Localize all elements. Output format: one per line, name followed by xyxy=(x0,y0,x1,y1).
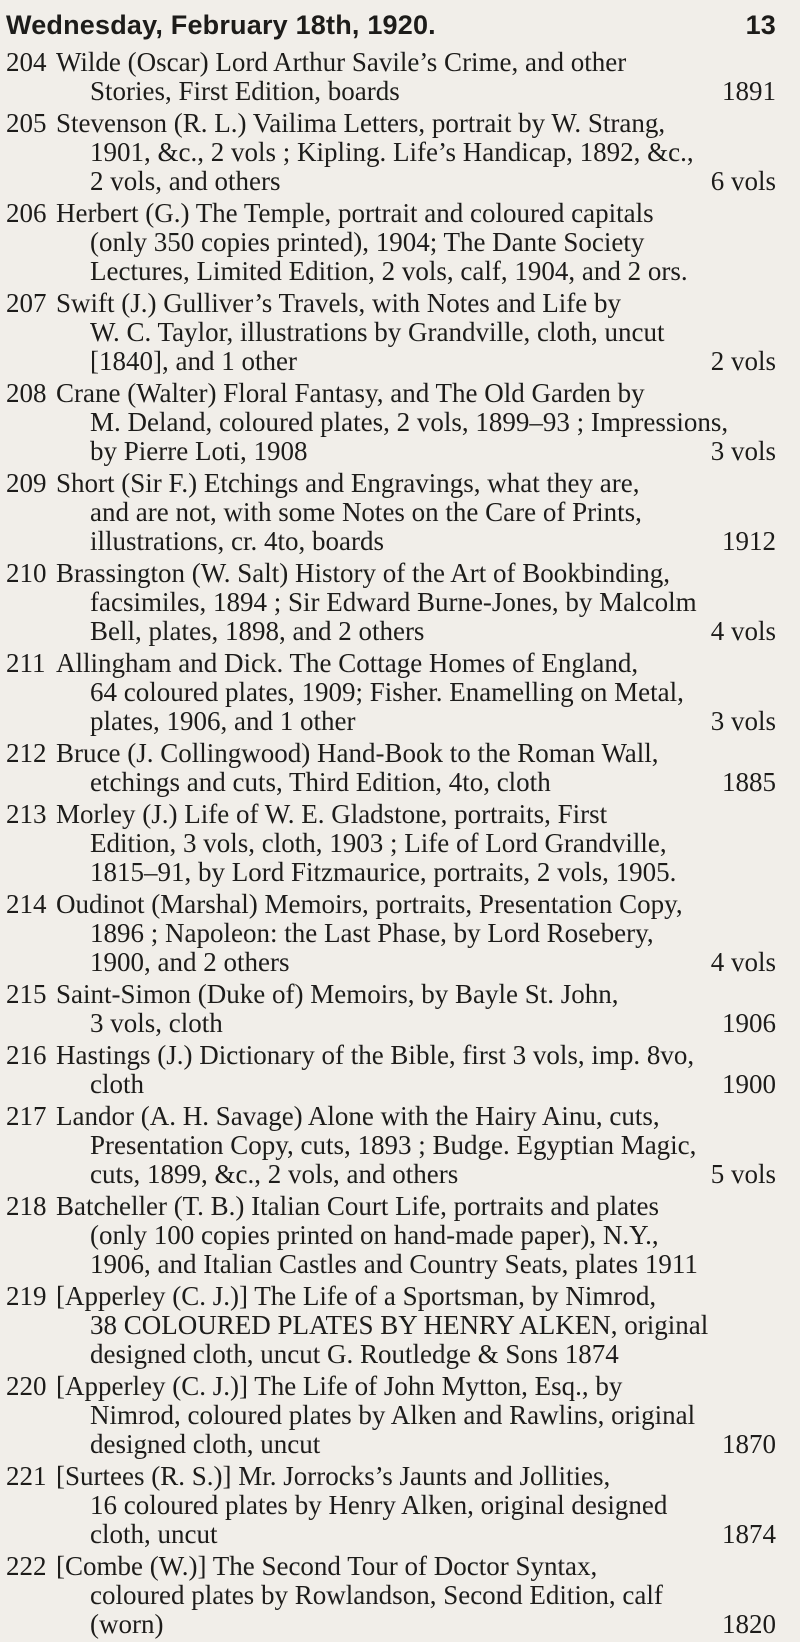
lot-entry xyxy=(0,1192,800,1279)
lot-line-text: cuts, 1899, &c., 2 vols, and others xyxy=(90,1159,459,1189)
lot-line xyxy=(56,707,776,736)
lot-line-text: Saint-Simon (Duke of) Memoirs, by Bayle St. John, xyxy=(56,979,619,1009)
lot-line xyxy=(56,437,776,466)
lot-entry xyxy=(0,48,800,106)
lot-number: 204 xyxy=(6,47,47,77)
lot-line-text: Oudinot (Marshal) Memoirs, portraits, Presentation Copy, xyxy=(56,889,683,919)
lot-line-trailing-value: 1900 xyxy=(722,1069,776,1099)
lot-line-text: [Surtees (R. S.)] Mr. Jorrocks’s Jaunts and Jollities, xyxy=(56,1461,611,1491)
lot-description xyxy=(56,1102,776,1189)
lot-number: 212 xyxy=(6,738,47,768)
lot-line xyxy=(56,138,776,167)
lot-description xyxy=(56,469,776,556)
lot-line xyxy=(56,109,776,138)
lot-entry xyxy=(0,890,800,977)
lot-line-text: Wilde (Oscar) Lord Arthur Savile’s Crime, and other xyxy=(56,47,627,77)
lot-line-text: [Apperley (C. J.)] The Life of a Sportsman, by Nimrod, xyxy=(56,1281,657,1311)
header-date-title: Wednesday, February 18th, 1920. xyxy=(6,10,436,40)
lot-line xyxy=(56,1192,776,1221)
lot-line-text: Crane (Walter) Floral Fantasy, and The Old Garden by xyxy=(56,378,645,408)
lot-description xyxy=(56,289,776,376)
lot-line xyxy=(56,1102,776,1131)
lot-line-text: cloth, uncut xyxy=(90,1519,218,1549)
lot-line xyxy=(56,1372,776,1401)
lot-line xyxy=(56,559,776,588)
lot-number: 209 xyxy=(6,468,47,498)
lot-description xyxy=(56,1552,776,1639)
lot-line-text: cloth xyxy=(90,1069,144,1099)
lot-line-text: 1896 ; Napoleon: the Last Phase, by Lord Rosebery, xyxy=(90,918,654,948)
lot-line-trailing-value: 1891 xyxy=(722,76,776,106)
lot-entry xyxy=(0,1041,800,1099)
lot-line xyxy=(56,257,776,286)
lot-entry xyxy=(0,199,800,286)
lot-line-trailing-value: 3 vols xyxy=(710,436,776,466)
lot-line xyxy=(56,347,776,376)
lot-number: 222 xyxy=(6,1551,47,1581)
lot-line xyxy=(56,469,776,498)
lot-line xyxy=(56,1520,776,1549)
lot-entry xyxy=(0,559,800,646)
lot-line xyxy=(56,1552,776,1581)
lot-line-text: Bruce (J. Collingwood) Hand-Book to the Roman Wall, xyxy=(56,738,659,768)
lot-line xyxy=(56,167,776,196)
lot-line xyxy=(56,617,776,646)
lot-line-text: by Pierre Loti, 1908 xyxy=(90,436,308,466)
lot-line-trailing-value: 3 vols xyxy=(710,706,776,736)
lot-line xyxy=(56,1070,776,1099)
lot-entry xyxy=(0,379,800,466)
lot-line xyxy=(56,318,776,347)
lot-number: 220 xyxy=(6,1371,47,1401)
lot-line xyxy=(56,228,776,257)
lot-line xyxy=(56,1221,776,1250)
lot-line xyxy=(56,1250,776,1279)
lot-line xyxy=(56,800,776,829)
lot-line xyxy=(56,649,776,678)
lot-entry xyxy=(0,800,800,887)
lot-line-trailing-value: 1870 xyxy=(722,1429,776,1459)
lot-line-text: Edition, 3 vols, cloth, 1903 ; Life of Lord Grandville, xyxy=(90,828,667,858)
lot-line-text: Morley (J.) Life of W. E. Gladstone, portraits, First xyxy=(56,799,608,829)
lot-line xyxy=(56,498,776,527)
lot-line-trailing-value: 1874 xyxy=(722,1519,776,1549)
lot-line-trailing-value: 4 vols xyxy=(710,616,776,646)
lot-description xyxy=(56,48,776,106)
lot-number: 216 xyxy=(6,1040,47,1070)
lot-line xyxy=(56,1311,776,1340)
page-header xyxy=(6,10,776,41)
lot-line-text: Lectures, Limited Edition, 2 vols, calf, 1904, and 2 ors. xyxy=(90,256,688,286)
lot-number: 208 xyxy=(6,378,47,408)
lot-description xyxy=(56,800,776,887)
lot-line-text: 1901, &c., 2 vols ; Kipling. Life’s Handicap, 1892, &c., xyxy=(90,137,694,167)
lot-description xyxy=(56,1372,776,1459)
lot-line xyxy=(56,768,776,797)
lot-line-text: 1815–91, by Lord Fitzmaurice, portraits, 2 vols, 1905. xyxy=(90,857,677,887)
lot-line xyxy=(56,678,776,707)
lot-line-text: Stevenson (R. L.) Vailima Letters, portrait by W. Strang, xyxy=(56,108,666,138)
lot-line-text: 64 coloured plates, 1909; Fisher. Enamelling on Metal, xyxy=(90,677,684,707)
lot-line-text: (only 100 copies printed on hand-made paper), N.Y., xyxy=(90,1220,659,1250)
lot-line xyxy=(56,1401,776,1430)
lot-line xyxy=(56,739,776,768)
lot-line xyxy=(56,1041,776,1070)
lot-line xyxy=(56,588,776,617)
lot-line xyxy=(56,890,776,919)
lot-line xyxy=(56,948,776,977)
lot-line-text: Hastings (J.) Dictionary of the Bible, first 3 vols, imp. 8vo, xyxy=(56,1040,695,1070)
lot-line-trailing-value: 5 vols xyxy=(710,1159,776,1189)
lot-description xyxy=(56,1192,776,1279)
lot-line xyxy=(56,980,776,1009)
lot-line-text: Batcheller (T. B.) Italian Court Life, portraits and plates xyxy=(56,1191,660,1221)
lot-line-text: Presentation Copy, cuts, 1893 ; Budge. Egyptian Magic, xyxy=(90,1130,697,1160)
lot-line xyxy=(56,1581,776,1610)
lot-entry xyxy=(0,289,800,376)
lot-number: 205 xyxy=(6,108,47,138)
lot-number: 210 xyxy=(6,558,47,588)
lot-entry xyxy=(0,1462,800,1549)
lot-line-trailing-value: 4 vols xyxy=(710,947,776,977)
lot-line xyxy=(56,408,776,437)
lot-number: 221 xyxy=(6,1461,47,1491)
lot-description xyxy=(56,1282,776,1369)
lot-line-text: plates, 1906, and 1 other xyxy=(90,706,356,736)
lot-line xyxy=(56,858,776,887)
lot-line-text: coloured plates by Rowlandson, Second Edition, calf xyxy=(90,1580,663,1610)
lot-number: 218 xyxy=(6,1191,47,1221)
lot-line-text: and are not, with some Notes on the Care of Prints, xyxy=(90,497,642,527)
lot-number: 214 xyxy=(6,889,47,919)
lot-line-text: W. C. Taylor, illustrations by Grandville, cloth, uncut xyxy=(90,317,665,347)
lot-line-trailing-value: 1820 xyxy=(722,1609,776,1639)
lot-line-text: Stories, First Edition, boards xyxy=(90,76,400,106)
lot-line xyxy=(56,1282,776,1311)
lot-entry xyxy=(0,469,800,556)
lot-number: 217 xyxy=(6,1101,47,1131)
lot-line-text: Allingham and Dick. The Cottage Homes of England, xyxy=(56,648,639,678)
lot-line xyxy=(56,379,776,408)
lot-line xyxy=(56,199,776,228)
lot-line xyxy=(56,1430,776,1459)
lot-description xyxy=(56,890,776,977)
lot-line-trailing-value: 1885 xyxy=(722,767,776,797)
lot-line-text: [Apperley (C. J.)] The Life of John Mytton, Esq., by xyxy=(56,1371,623,1401)
lot-description xyxy=(56,379,776,466)
lot-line-text: illustrations, cr. 4to, boards xyxy=(90,526,384,556)
lot-entry xyxy=(0,1552,800,1639)
lot-line-text: designed cloth, uncut xyxy=(90,1429,321,1459)
lot-line-text: 1900, and 2 others xyxy=(90,947,290,977)
lot-entry xyxy=(0,1372,800,1459)
lot-line-trailing-value: 1906 xyxy=(722,1008,776,1038)
lot-line xyxy=(56,1462,776,1491)
lot-description xyxy=(56,739,776,797)
lot-entry xyxy=(0,739,800,797)
lot-line-text: Landor (A. H. Savage) Alone with the Hairy Ainu, cuts, xyxy=(56,1101,660,1131)
lot-description xyxy=(56,559,776,646)
lot-line-text: (worn) xyxy=(90,1609,164,1639)
lot-line-text: Brassington (W. Salt) History of the Art of Bookbinding, xyxy=(56,558,670,588)
lot-line xyxy=(56,1491,776,1520)
lot-line-text: (only 350 copies printed), 1904; The Dante Society xyxy=(90,227,645,257)
lot-description xyxy=(56,980,776,1038)
lot-line-text: 2 vols, and others xyxy=(90,166,281,196)
lot-number: 211 xyxy=(6,648,46,678)
lot-line-text: designed cloth, uncut G. Routledge & Sons 1874 xyxy=(90,1339,619,1369)
lot-line xyxy=(56,48,776,77)
lot-line-text: etchings and cuts, Third Edition, 4to, cloth xyxy=(90,767,551,797)
lot-line xyxy=(56,1610,776,1639)
lot-number: 219 xyxy=(6,1281,47,1311)
lot-line xyxy=(56,1131,776,1160)
lot-line xyxy=(56,1009,776,1038)
lot-entry xyxy=(0,109,800,196)
lot-line-text: M. Deland, coloured plates, 2 vols, 1899–93 ; Impressions, xyxy=(90,407,729,437)
lot-line xyxy=(56,289,776,318)
lot-line-trailing-value: 2 vols xyxy=(710,346,776,376)
lot-line-trailing-value: 1912 xyxy=(722,526,776,556)
lot-line-text: [Combe (W.)] The Second Tour of Doctor Syntax, xyxy=(56,1551,598,1581)
lot-line xyxy=(56,919,776,948)
lot-line-text: Swift (J.) Gulliver’s Travels, with Notes and Life by xyxy=(56,288,621,318)
page-number: 13 xyxy=(745,10,776,40)
lot-entry xyxy=(0,980,800,1038)
lot-line-trailing-value: 6 vols xyxy=(710,166,776,196)
lot-number: 215 xyxy=(6,979,47,1009)
lot-line-text: 1906, and Italian Castles and Country Seats, plates 1911 xyxy=(90,1249,698,1279)
lot-line xyxy=(56,1160,776,1189)
lot-description xyxy=(56,649,776,736)
lot-entry xyxy=(0,649,800,736)
lot-line-text: facsimiles, 1894 ; Sir Edward Burne-Jones, by Malcolm xyxy=(90,587,697,617)
lot-line-text: Bell, plates, 1898, and 2 others xyxy=(90,616,425,646)
lot-number: 206 xyxy=(6,198,47,228)
lot-description xyxy=(56,199,776,286)
lot-list xyxy=(0,48,800,1642)
lot-description xyxy=(56,1041,776,1099)
lot-line xyxy=(56,527,776,556)
lot-number: 207 xyxy=(6,288,47,318)
lot-entry xyxy=(0,1282,800,1369)
lot-entry xyxy=(0,1102,800,1189)
lot-description xyxy=(56,109,776,196)
lot-line-text: Short (Sir F.) Etchings and Engravings, what they are, xyxy=(56,468,640,498)
lot-line xyxy=(56,1340,776,1369)
lot-line-text: 3 vols, cloth xyxy=(90,1008,223,1038)
lot-line-text: 38 COLOURED PLATES BY HENRY ALKEN, original xyxy=(90,1310,709,1340)
lot-description xyxy=(56,1462,776,1549)
lot-line-text: Nimrod, coloured plates by Alken and Rawlins, original xyxy=(90,1400,696,1430)
lot-line-text: [1840], and 1 other xyxy=(90,346,297,376)
lot-line-text: Herbert (G.) The Temple, portrait and coloured capitals xyxy=(56,198,654,228)
lot-line xyxy=(56,77,776,106)
lot-line-text: 16 coloured plates by Henry Alken, original designed xyxy=(90,1490,668,1520)
lot-line xyxy=(56,829,776,858)
lot-number: 213 xyxy=(6,799,47,829)
